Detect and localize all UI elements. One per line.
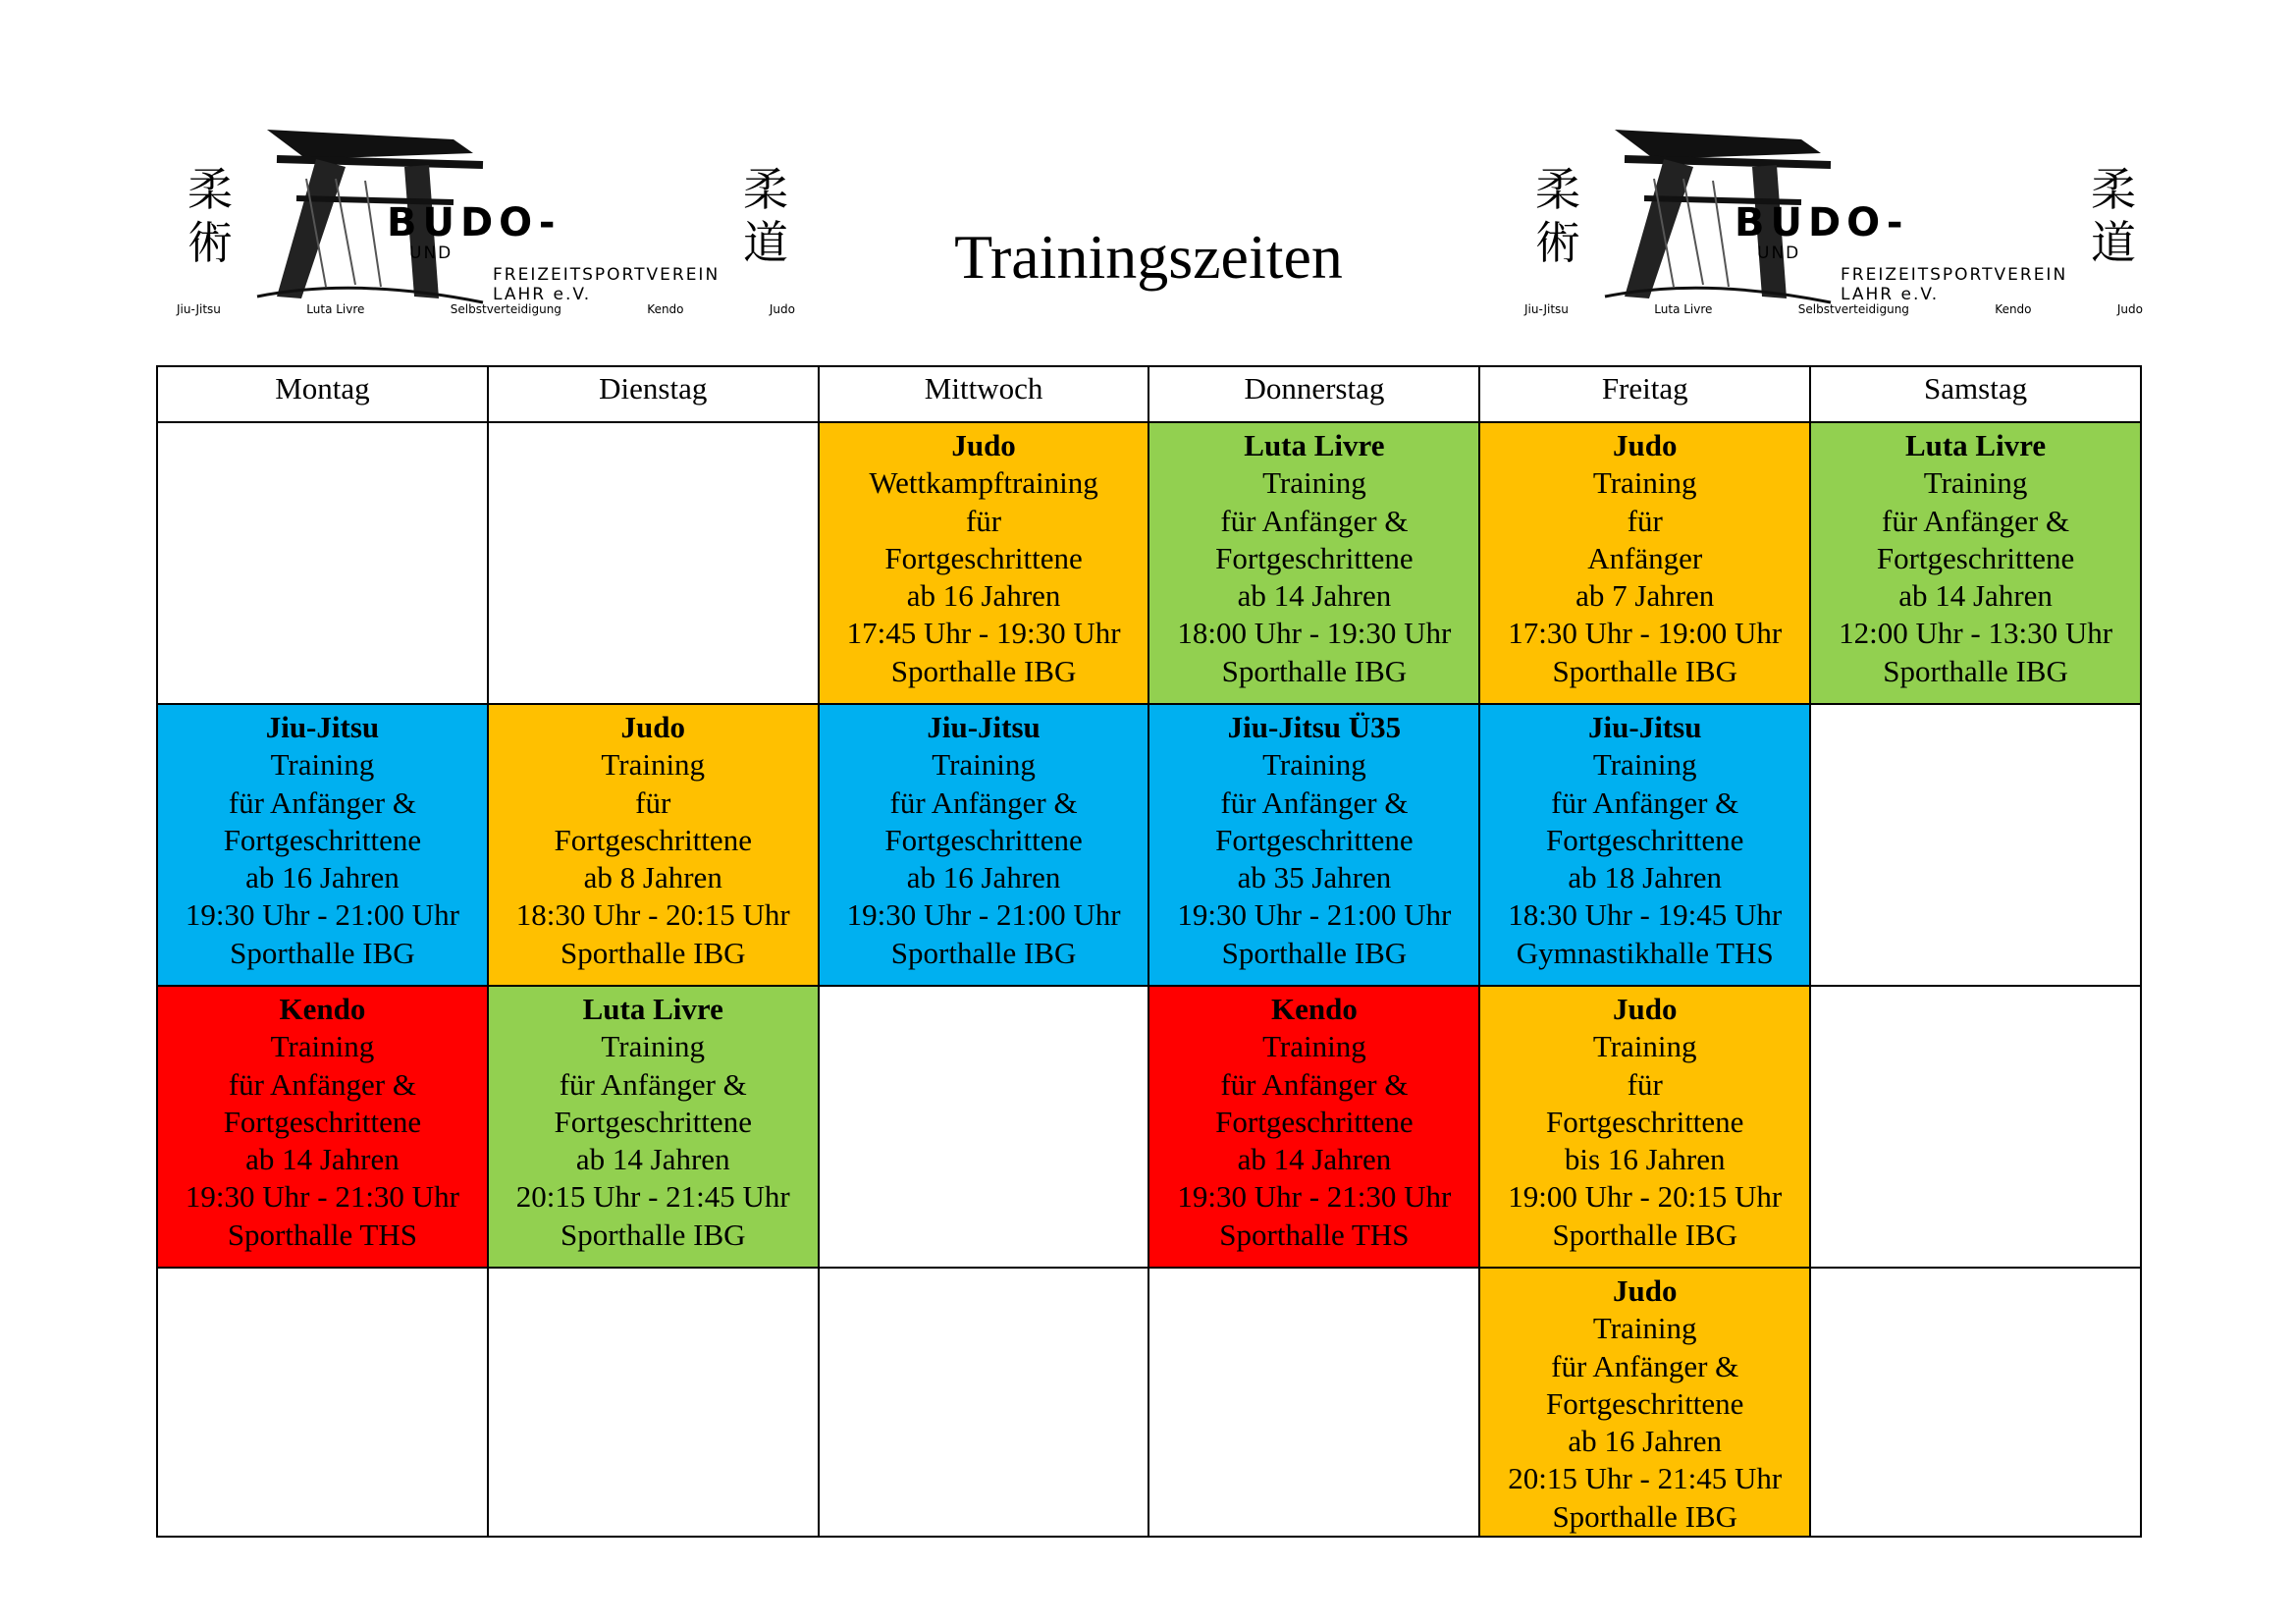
empty-slot	[157, 422, 488, 704]
schedule-row	[157, 986, 2141, 1268]
slot-group2: Fortgeschrittene	[223, 822, 422, 857]
training-slot-content	[1480, 423, 1809, 690]
slot-place: Sporthalle IBG	[560, 1217, 746, 1252]
slot-time: 20:15 Uhr - 21:45 Uhr	[1508, 1461, 1783, 1496]
table-header-row	[157, 366, 2141, 422]
page-title: Trainingszeiten	[954, 222, 1343, 292]
slot-place: Sporthalle IBG	[560, 935, 746, 970]
slot-time: 19:30 Uhr - 21:00 Uhr	[185, 897, 459, 933]
slot-sport: Kendo	[1270, 992, 1358, 1026]
slot-place: Sporthalle IBG	[1883, 653, 2068, 688]
slot-sport: Luta Livre	[582, 992, 723, 1026]
empty-slot	[488, 422, 819, 704]
schedule-row	[157, 1268, 2141, 1537]
empty-slot	[819, 1268, 1149, 1537]
slot-sport: Jiu-Jitsu	[265, 710, 380, 744]
slot-type: Training	[1262, 747, 1366, 783]
logo-wordmark: BUDO-	[1735, 200, 1909, 245]
day-header-mittwoch: Mittwoch	[819, 366, 1149, 422]
slot-group1: für	[635, 785, 671, 820]
training-slot	[1148, 704, 1479, 986]
slot-place: Sporthalle IBG	[890, 935, 1077, 970]
training-slot-content	[489, 987, 818, 1254]
slot-sport: Judo	[620, 710, 685, 744]
kanji-judo: 柔 道	[2091, 163, 2136, 269]
slot-group1: für Anfänger &	[1220, 1066, 1409, 1102]
slot-group1: für Anfänger &	[228, 785, 416, 820]
training-slot-content	[1149, 987, 1478, 1254]
slot-group2: Fortgeschrittene	[1546, 1104, 1744, 1139]
slot-time: 18:30 Uhr - 19:45 Uhr	[1508, 897, 1783, 933]
kanji-jujutsu: 柔 術	[1535, 163, 1580, 269]
slot-sport: Judo	[951, 428, 1016, 462]
training-slot	[488, 704, 819, 986]
training-slot-content	[158, 705, 487, 972]
training-slot-content	[820, 705, 1148, 972]
slot-time: 19:30 Uhr - 21:00 Uhr	[1177, 897, 1452, 933]
slot-time: 19:00 Uhr - 20:15 Uhr	[1508, 1179, 1783, 1215]
slot-time: 20:15 Uhr - 21:45 Uhr	[515, 1179, 790, 1215]
training-slot-content	[1480, 705, 1809, 972]
training-schedule-table	[156, 365, 2142, 1538]
logo-sub-und: UND	[1757, 244, 1801, 263]
slot-type: Training	[1262, 1029, 1366, 1064]
slot-age: ab 16 Jahren	[906, 578, 1061, 614]
slot-age: ab 18 Jahren	[1568, 860, 1723, 895]
slot-type: Training	[270, 1029, 375, 1064]
slot-group1: für Anfänger &	[559, 1066, 747, 1102]
day-header-dienstag: Dienstag	[488, 366, 819, 422]
training-slot-content	[1480, 1269, 1809, 1536]
slot-group2: Fortgeschrittene	[884, 822, 1083, 857]
empty-slot	[819, 986, 1149, 1268]
slot-place: Sporthalle THS	[227, 1217, 417, 1252]
slot-age: bis 16 Jahren	[1564, 1142, 1726, 1177]
slot-age: ab 14 Jahren	[575, 1142, 730, 1177]
day-header-donnerstag: Donnerstag	[1148, 366, 1479, 422]
slot-age: ab 16 Jahren	[245, 860, 400, 895]
slot-type: Training	[1592, 1029, 1697, 1064]
slot-sport: Jiu-Jitsu	[1588, 710, 1702, 744]
slot-group2: Fortgeschrittene	[554, 822, 752, 857]
training-slot	[819, 704, 1149, 986]
empty-slot	[488, 1268, 819, 1537]
slot-time: 18:30 Uhr - 20:15 Uhr	[515, 897, 790, 933]
slot-group1: für Anfänger &	[1220, 785, 1409, 820]
slot-place: Sporthalle IBG	[1221, 653, 1408, 688]
empty-slot	[157, 1268, 488, 1537]
kanji-jujutsu: 柔 術	[187, 163, 233, 269]
kanji-judo: 柔 道	[743, 163, 788, 269]
training-slot	[1479, 1268, 1810, 1537]
training-slot	[819, 422, 1149, 704]
slot-age: ab 14 Jahren	[1898, 578, 2053, 614]
slot-group2: Fortgeschrittene	[1215, 822, 1414, 857]
training-slot	[1148, 986, 1479, 1268]
training-slot	[1810, 422, 2141, 704]
slot-type: Training	[601, 1029, 706, 1064]
empty-slot	[1810, 1268, 2141, 1537]
slot-place: Gymnastikhalle THS	[1516, 935, 1774, 970]
empty-slot	[1810, 986, 2141, 1268]
slot-age: ab 8 Jahren	[583, 860, 722, 895]
slot-group2: Fortgeschrittene	[1215, 1104, 1414, 1139]
slot-group2: Fortgeschrittene	[554, 1104, 752, 1139]
training-slot-content	[1480, 987, 1809, 1254]
slot-place: Sporthalle IBG	[1552, 1498, 1737, 1534]
slot-time: 17:45 Uhr - 19:30 Uhr	[846, 616, 1121, 651]
slot-place: Sporthalle IBG	[1221, 935, 1408, 970]
empty-slot	[1148, 1268, 1479, 1537]
slot-group2: Fortgeschrittene	[1546, 1385, 1744, 1421]
club-logo-left	[159, 120, 807, 332]
slot-place: Sporthalle IBG	[1552, 1217, 1737, 1252]
slot-group1: für Anfänger &	[1551, 1348, 1739, 1383]
slot-sport: Luta Livre	[1904, 428, 2047, 462]
slot-place: Sporthalle IBG	[1552, 653, 1737, 688]
slot-age: ab 14 Jahren	[1237, 578, 1392, 614]
training-slot	[488, 986, 819, 1268]
training-slot-content	[1149, 423, 1478, 690]
slot-type: Training	[932, 747, 1036, 783]
logo-sub-und: UND	[409, 244, 454, 263]
logo-sub-verein: FREIZEITSPORTVEREIN LAHR e.V.	[493, 265, 721, 304]
slot-age: ab 14 Jahren	[245, 1142, 400, 1177]
slot-group1: für	[1627, 503, 1663, 538]
slot-group1: für Anfänger &	[228, 1066, 416, 1102]
schedule-row	[157, 422, 2141, 704]
slot-age: ab 14 Jahren	[1237, 1142, 1392, 1177]
training-slot-content	[489, 705, 818, 972]
slot-place: Sporthalle IBG	[890, 653, 1077, 688]
training-slot-content	[820, 423, 1148, 690]
logo-sub-verein: FREIZEITSPORTVEREIN LAHR e.V.	[1841, 265, 2068, 304]
slot-age: ab 35 Jahren	[1237, 860, 1392, 895]
slot-sport: Luta Livre	[1244, 428, 1385, 462]
slot-group2: Fortgeschrittene	[884, 540, 1083, 575]
slot-time: 12:00 Uhr - 13:30 Uhr	[1839, 616, 2113, 651]
logo-arts-list: Jiu-Jitsu Luta Livre Selbstverteidigung Kendo Judo	[177, 302, 795, 316]
training-slot	[157, 986, 488, 1268]
slot-time: 19:30 Uhr - 21:00 Uhr	[846, 897, 1121, 933]
club-logo-right	[1507, 120, 2155, 332]
logo-wordmark: BUDO-	[387, 200, 561, 245]
slot-type: Training	[601, 747, 706, 783]
slot-time: 17:30 Uhr - 19:00 Uhr	[1508, 616, 1783, 651]
slot-sport: Kendo	[279, 992, 366, 1026]
slot-group2: Fortgeschrittene	[1546, 822, 1744, 857]
slot-sport: Jiu-Jitsu Ü35	[1227, 710, 1402, 744]
slot-sport: Judo	[1612, 992, 1678, 1026]
slot-place: Sporthalle IBG	[230, 935, 415, 970]
training-slot-content	[1811, 423, 2140, 690]
schedule-row	[157, 704, 2141, 986]
slot-type: Training	[1592, 1311, 1697, 1346]
slot-group1: für Anfänger &	[1220, 503, 1409, 538]
training-slot-content	[158, 987, 487, 1254]
slot-group1: für	[965, 503, 1002, 538]
slot-type: Training	[1592, 747, 1697, 783]
training-slot	[1148, 422, 1479, 704]
slot-type: Training	[1262, 465, 1366, 501]
slot-group1: für	[1627, 1066, 1663, 1102]
slot-group2: Anfänger	[1587, 540, 1703, 575]
day-header-samstag: Samstag	[1810, 366, 2141, 422]
slot-group2: Fortgeschrittene	[223, 1104, 422, 1139]
slot-group2: Fortgeschrittene	[1215, 540, 1414, 575]
slot-group2: Fortgeschrittene	[1876, 540, 2075, 575]
slot-time: 18:00 Uhr - 19:30 Uhr	[1177, 616, 1452, 651]
slot-age: ab 16 Jahren	[906, 860, 1061, 895]
slot-place: Sporthalle THS	[1219, 1217, 1410, 1252]
slot-sport: Judo	[1612, 428, 1678, 462]
slot-group1: für Anfänger &	[1882, 503, 2070, 538]
slot-type: Training	[1923, 465, 2028, 501]
training-slot	[157, 704, 488, 986]
slot-sport: Judo	[1612, 1273, 1678, 1308]
slot-group1: für Anfänger &	[889, 785, 1078, 820]
training-slot	[1479, 986, 1810, 1268]
day-header-montag: Montag	[157, 366, 488, 422]
slot-age: ab 7 Jahren	[1575, 578, 1715, 614]
slot-time: 19:30 Uhr - 21:30 Uhr	[1177, 1179, 1452, 1215]
training-slot	[1479, 704, 1810, 986]
training-slot-content	[1149, 705, 1478, 972]
logo-arts-list: Jiu-Jitsu Luta Livre Selbstverteidigung Kendo Judo	[1524, 302, 2143, 316]
training-slot	[1479, 422, 1810, 704]
slot-age: ab 16 Jahren	[1568, 1424, 1723, 1459]
slot-type: Training	[270, 747, 375, 783]
slot-sport: Jiu-Jitsu	[927, 710, 1041, 744]
slot-group1: für Anfänger &	[1551, 785, 1739, 820]
day-header-freitag: Freitag	[1479, 366, 1810, 422]
slot-type: Wettkampftraining	[869, 465, 1098, 501]
slot-type: Training	[1592, 465, 1697, 501]
slot-time: 19:30 Uhr - 21:30 Uhr	[185, 1179, 459, 1215]
empty-slot	[1810, 704, 2141, 986]
